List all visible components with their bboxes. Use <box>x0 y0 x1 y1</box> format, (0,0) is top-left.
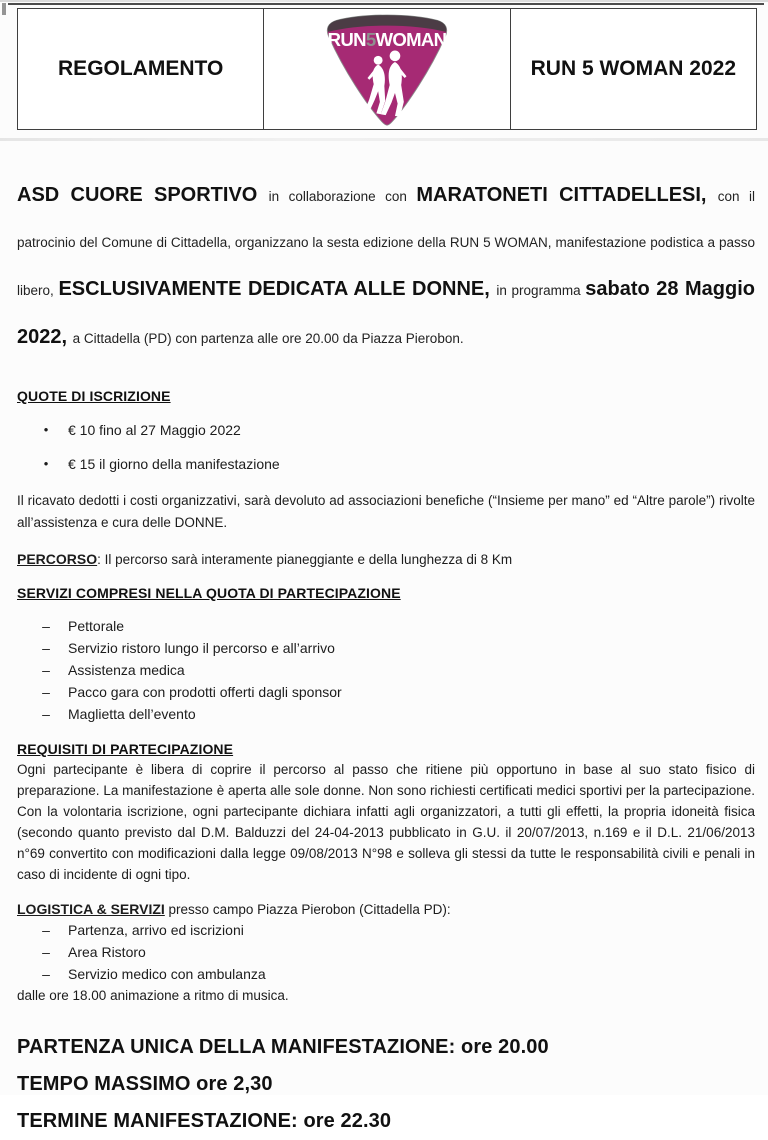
regolamento-title: REGOLAMENTO <box>58 57 224 80</box>
list-item <box>17 941 755 963</box>
logistica-line <box>17 901 755 917</box>
svg-text:RUN5WOMAN: RUN5WOMAN <box>327 29 447 51</box>
intro-small-4: a Cittadella (PD) con partenza alle ore 20.00 da Piazza Pierobon. <box>72 331 464 346</box>
list-item <box>17 703 755 725</box>
run5woman-logo-icon <box>325 13 449 127</box>
percorso-text: : Il percorso sarà interamente pianeggiante e della lunghezza di 8 Km <box>97 552 513 567</box>
event-date: sabato 28 Maggio 2022, <box>17 278 755 348</box>
list-item <box>17 422 755 438</box>
music-note: dalle ore 18.00 animazione a ritmo di musica. <box>17 988 289 1003</box>
intro-paragraph <box>17 172 755 362</box>
list-item <box>17 681 755 703</box>
end-time-line: TERMINE MANIFESTAZIONE: ore 22.30 <box>17 1110 392 1132</box>
partner-name: MARATONETI CITTADELLESI, <box>416 184 718 206</box>
women-only-statement: ESCLUSIVAMENTE DEDICATA ALLE DONNE, <box>58 278 497 300</box>
service-item: Assistenza medica <box>68 662 185 678</box>
header-cell-regolamento <box>18 9 263 129</box>
logistica-item: Area Ristoro <box>68 944 146 960</box>
dash-icon: – <box>42 944 50 960</box>
requisiti-paragraph: Ogni partecipante è libera di coprire il percorso al passo che ritiene più opportuno in base al suo stato fisico di preparazione. La manifestazione è aperta alle sole donne. Non sono richiesti certificati medici sportivi per la partecipazione. Con la volontaria iscrizione, ogni partecipante dichiara infatti agli organizzatori, a tutti gli effetti, la propria idoneità fisica (secondo quanto previsto dal D.M. Balduzzi del 24-04-2013 pubblicato in G.U. il 20/07/2013, n.169 e il D.L. 21/06/2013 n°69 convertito con modificazioni dalla legge 09/08/2013 N°98 e solleva gli stessi da tutte le responsabilità civili e penali in caso di incidente di ogni tipo. <box>17 762 755 882</box>
dash-icon: – <box>42 706 50 722</box>
service-item: Maglietta dell’evento <box>68 706 196 722</box>
percorso-line <box>17 551 755 567</box>
final-schedule-block <box>17 1029 755 1140</box>
list-item <box>17 919 755 941</box>
intro-small-1: in collaborazione con <box>268 189 417 204</box>
list-item <box>17 963 755 985</box>
service-item: Pacco gara con prodotti offerti dagli sponsor <box>68 684 342 700</box>
section-heading-requisiti: REQUISITI DI PARTECIPAZIONE <box>17 741 234 757</box>
dash-icon: – <box>42 966 50 982</box>
list-item <box>17 637 755 659</box>
included-services-list <box>17 615 755 725</box>
max-time-line: TEMPO MASSIMO ore 2,30 <box>17 1073 273 1095</box>
section-heading-logistica: LOGISTICA & SERVIZI <box>17 901 165 917</box>
charity-note: Il ricavato dedotti i costi organizzativi, sarà devoluto ad associazioni benefiche (“Insieme per mano” ed “Altre parole”) rivolte all’assistenza e cura delle DONNE. <box>17 493 755 530</box>
start-time-line: PARTENZA UNICA DELLA MANIFESTAZIONE: ore 20.00 <box>17 1036 549 1058</box>
dash-icon: – <box>42 684 50 700</box>
logistica-services-list <box>17 919 755 985</box>
org-name: ASD CUORE SPORTIVO <box>17 184 269 206</box>
service-item: Servizio ristoro lungo il percorso e all’arrivo <box>68 640 335 656</box>
list-item <box>17 615 755 637</box>
logistica-item: Servizio medico con ambulanza <box>68 966 266 982</box>
dash-icon: – <box>42 662 50 678</box>
service-item: Pettorale <box>68 618 125 634</box>
dash-icon: – <box>42 640 50 656</box>
dash-icon: – <box>42 922 50 938</box>
fee-early: € 10 fino al 27 Maggio 2022 <box>68 422 241 438</box>
bullet-icon: • <box>43 422 49 437</box>
logistica-item: Partenza, arrivo ed iscrizioni <box>68 922 244 938</box>
intro-small-3: in programma <box>496 283 586 298</box>
scan-artifact-corner <box>2 3 6 15</box>
section-heading-quote-iscrizione: QUOTE DI ISCRIZIONE <box>17 388 171 404</box>
list-item <box>17 659 755 681</box>
dash-icon: – <box>42 618 50 634</box>
scan-artifact-top <box>0 0 768 2</box>
header-cell-event-title <box>510 9 756 129</box>
section-heading-percorso: PERCORSO <box>17 551 98 567</box>
header-table <box>17 8 757 130</box>
logistica-text: presso campo Piazza Pierobon (Cittadella PD): <box>164 902 451 917</box>
event-title: RUN 5 WOMAN 2022 <box>530 57 737 80</box>
top-rule-line <box>8 3 764 5</box>
section-heading-servizi: SERVIZI COMPRESI NELLA QUOTA DI PARTECIPAZIONE <box>17 585 401 601</box>
fee-raceday: € 15 il giorno della manifestazione <box>68 456 280 472</box>
bullet-icon: • <box>43 456 49 471</box>
document-body <box>17 130 755 1140</box>
header-cell-logo <box>263 9 509 129</box>
fees-list <box>17 422 755 472</box>
intro-small-2: con il patrocinio del Comune di Cittadella, organizzano la sesta edizione della RUN 5 WOMAN, manifestazione podistica a passo libero, <box>17 189 755 298</box>
list-item <box>17 456 755 472</box>
